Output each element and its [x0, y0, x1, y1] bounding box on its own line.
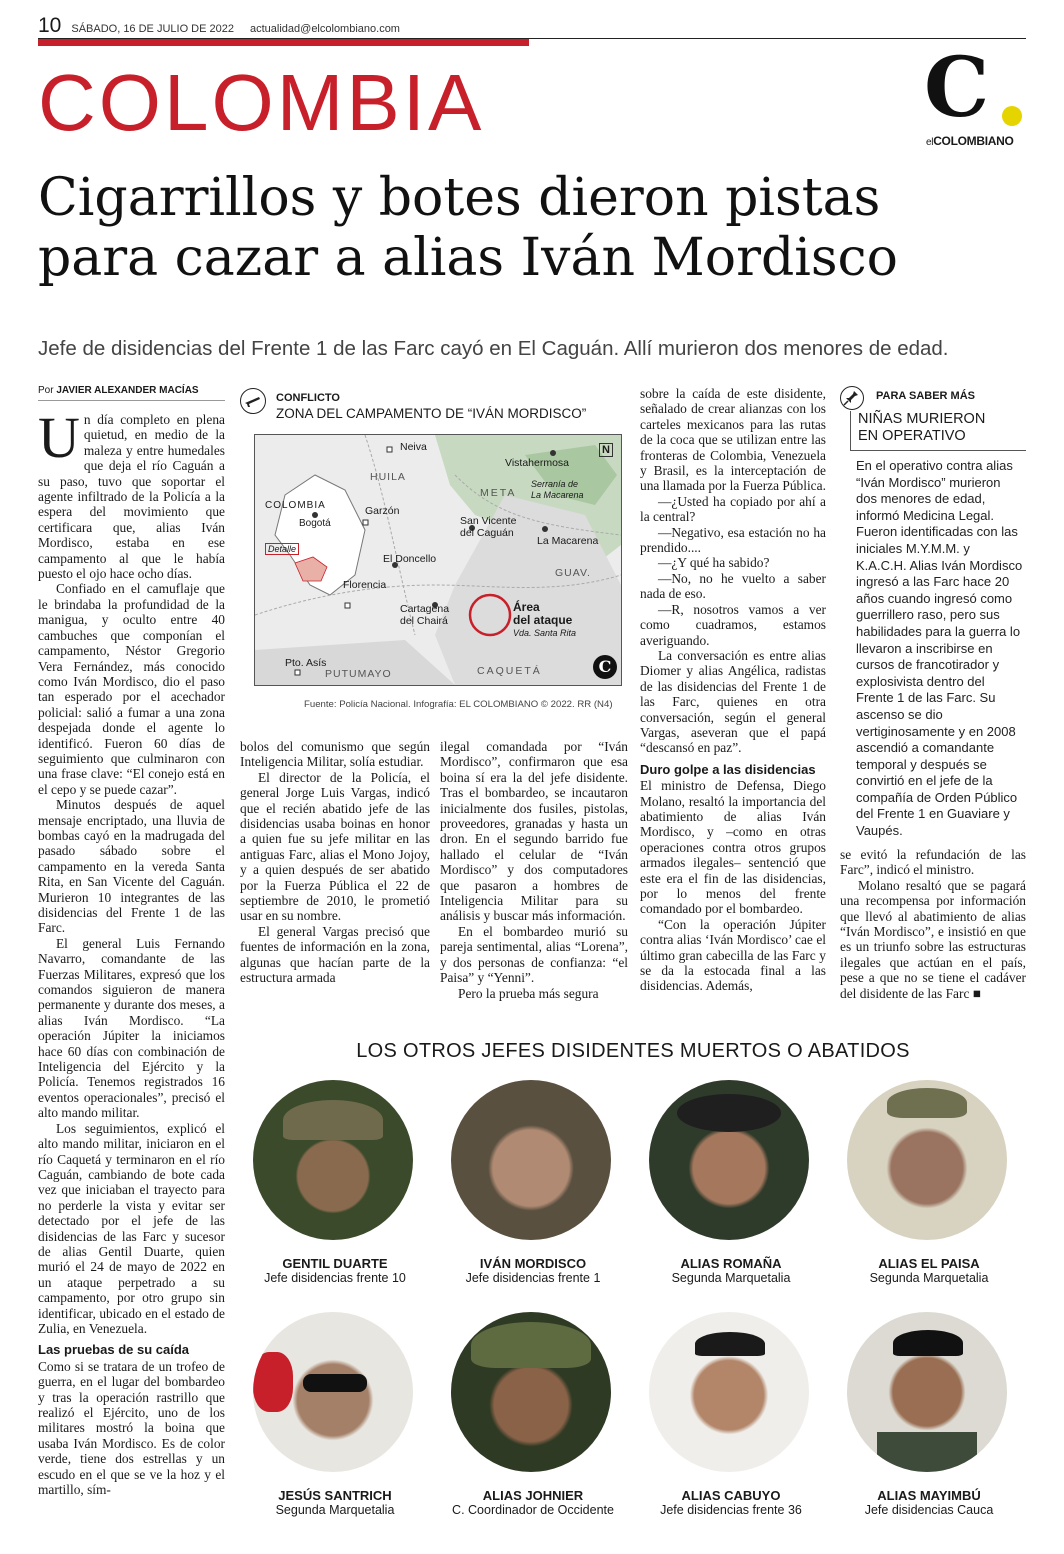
portrait-card [240, 1080, 430, 1285]
article-paragraph: Como si se tratara de un trofeo de guerra, en el lugar del bombardeo y tras la operación rastrillo que realizó el Ejército, uno de los militares mostró la boina que usaba Iván Mordisco. Es de color verde, tiene dos estrellas y un escudo en el que se ve la hoz y el martillo, sím- [38, 1358, 225, 1498]
map-region-label: HUILA [370, 471, 406, 483]
logo-letter: C [924, 40, 990, 136]
article-paragraph: sobre la caída de este disidente, señalado de crear alianzas con los carteles mexicanos para las rutas de la coca que se utilizan entre las fronteras de Colombia, Venezuela y Brasil, es la interceptación de una llamada por la Fuerza Pública. [640, 386, 826, 494]
rifle-icon [240, 388, 266, 414]
byline [38, 385, 199, 396]
article-column-5 [840, 847, 1026, 1001]
map-region-label: PUTUMAYO [325, 668, 392, 680]
portrait-role: Jefe disidencias Cauca [864, 1503, 994, 1517]
portrait-photo [649, 1080, 809, 1240]
attack-area-label: Área [513, 600, 540, 614]
portrait-name: JESÚS SANTRICH [278, 1488, 392, 1503]
sidebar-rule [850, 411, 851, 451]
article-paragraph: —¿Usted ha copiado por ahí a la central? [640, 493, 826, 525]
map-label: Vda. Santa Rita [513, 628, 577, 638]
portrait-name: ALIAS CABUYO [681, 1488, 781, 1503]
portrait-card [834, 1312, 1024, 1517]
portrait-photo [253, 1080, 413, 1240]
portrait-photo [451, 1080, 611, 1240]
map-label: del Chairá [400, 615, 448, 627]
sidebar-title [858, 411, 985, 445]
page-number: 10 [38, 14, 62, 37]
portrait-role: Segunda Marquetalia [275, 1503, 395, 1517]
sidebar-rule-bottom [850, 450, 1026, 451]
portrait-card [438, 1080, 628, 1285]
portrait-name: IVÁN MORDISCO [479, 1256, 587, 1271]
portrait-name: GENTIL DUARTE [282, 1256, 388, 1271]
article-column-4 [640, 386, 826, 994]
logo-dot-icon [1002, 106, 1022, 126]
portrait-role: Jefe disidencias frente 36 [660, 1503, 802, 1517]
article-paragraph: ilegal comandada por “Iván Mordisco”, confirmaron que esa boina sí era la del jefe disidente. Tras el bombardeo, se incautaron inicialmente dos fusiles, pistolas, proveedores, granadas y hasta un dron. En el segundo barrido fue hallado el celular de “Iván Mordisco” y dos computadores que pasaron a hombres de Inteligencia Militar para su análisis y buscar más información. [440, 739, 628, 924]
map-kicker: CONFLICTO [276, 392, 340, 404]
logo-wordmark [926, 134, 1014, 148]
article-paragraph: —No, no he vuelto a saber nada de eso. [640, 570, 826, 602]
portrait-role: Jefe disidencias frente 1 [465, 1271, 601, 1285]
byline-rule [38, 400, 225, 401]
section-title: COLOMBIA [38, 58, 485, 147]
portrait-role: Segunda Marquetalia [869, 1271, 989, 1285]
article-paragraph: se evitó la refundación de las Farc”, indicó el ministro. [840, 847, 1026, 878]
article-column-2 [240, 739, 430, 986]
article-paragraph: Los seguimientos, explicó el alto mando militar, iniciaron en el río Caquetá y terminaron en el río Caguán, cambiando de bote cada vez que iniciaban el trayecto para no perderle la vista y evitar ser detectado por el jefe de las disidencias de las Farc y sucesor de alias Gentil Duarte, quien murió el 24 de mayo de 2022 en un ataque perpetrado a su campamento, por otro grupo sin identificar, ubicado en el estado de Zulia, en Venezuela. [38, 1120, 225, 1336]
article-paragraph: —Negativo, esa estación no ha prendido.... [640, 524, 826, 556]
folio [38, 14, 400, 36]
article-subhead: Duro golpe a las disidencias [640, 761, 816, 777]
article-paragraph: Pero la prueba más segura [458, 985, 599, 1001]
map-region-label: META [480, 487, 517, 499]
article-paragraph: —R, nosotros vamos a ver como cuadramos, estamos averiguando. [640, 601, 826, 648]
article-paragraph: El general Luis Fernando Navarro, comandante de las Fuerzas Militares, expresó que los comandos siguieron de manera permanente y durante dos meses, a alias Iván Mordisco. “La operación Júpiter la iniciamos hace 60 días con combinación de Inteligencia del Ejército y la Policía. Tenemos registrados 16 eventos operacionales”, precisó el alto mando militar. [38, 935, 225, 1121]
map-logo-icon: C [593, 655, 617, 679]
map-label: La Macarena [531, 490, 584, 500]
article-paragraph: —¿Y qué ha sabido? [658, 555, 770, 571]
map-label: Pto. Asís [285, 657, 327, 669]
portrait-role: Jefe disidencias frente 10 [264, 1271, 406, 1285]
portrait-photo [253, 1312, 413, 1472]
portrait-card [438, 1312, 628, 1517]
portrait-photo [847, 1080, 1007, 1240]
map-label: Garzón [365, 505, 400, 517]
subheadline: Jefe de disidencias del Frente 1 de las Farc cayó en El Caguán. Allí murieron dos menores de edad. [38, 337, 949, 360]
page-date: SÁBADO, 16 DE JULIO DE 2022 [71, 23, 234, 35]
map-label: San Vicente [460, 515, 517, 527]
sidebar-body: En el operativo contra alias “Iván Mordisco” murieron dos menores de edad, informó Medicina Legal. Fueron identificadas con las iniciales M.Y.M.M. y K.A.C.H. Alias Iván Mordisco ingresó a las Farc hace 20 años cuando ingresó como guerrillero raso, pero sus habilidades para la guerra lo llevaron a inscribirse en cursos de francotirador y explosivista dentro del Frente 1 de las Farc. Su ascenso se dio vertiginosamente y en 2008 ascendió a comandante temporal y después se convirtió en el jefe de la compañía de Orden Público del Frente 1 en Guaviare y Vaupés. [856, 458, 1023, 839]
sidebar-kicker: PARA SABER MÁS [876, 390, 976, 402]
portrait-role: C. Coordinador de Occidente [452, 1503, 614, 1517]
map-label: Vistahermosa [505, 457, 570, 469]
section-email: actualidad@elcolombiano.com [250, 23, 400, 35]
logo-wordmark-prefix: el [926, 137, 934, 148]
logo-wordmark-brand: COLOMBIANO [933, 134, 1014, 148]
map-label: El Doncello [383, 553, 437, 565]
headline [38, 168, 1038, 288]
map-title: ZONA DEL CAMPAMENTO DE “IVÁN MORDISCO” [276, 406, 587, 421]
article-paragraph: En el bombardeo murió su pareja sentimental, alias “Lorena”, y dos personas de confianza: “el Paisa” y “Yenni”. [440, 923, 628, 986]
article-paragraph: “Con la operación Júpiter contra alias ‘Iván Mordisco’ cae el último gran cabecilla de las Farc y se da la estocada final a las disidencias. Además, [640, 916, 826, 994]
map-north-icon: N [599, 443, 613, 457]
newspaper-logo [922, 40, 1032, 148]
portrait-name: ALIAS MAYIMBÚ [877, 1488, 981, 1503]
article-paragraph: La conversación es entre alias Diomer y alias Angélica, radistas de las disidencias del Frente 1 de las Farc, quienes en otra conversación, según el general Vargas, aseveran que el papá “descansó en paz”. [640, 647, 826, 756]
map-region-label: CAQUETÁ [477, 665, 542, 677]
portrait-name: ALIAS JOHNIER [482, 1488, 584, 1503]
map-detail-label: Detalle [265, 543, 299, 555]
sidebar-title-line-2: EN OPERATIVO [858, 428, 966, 444]
portrait-card [834, 1080, 1024, 1285]
article-subhead: Las pruebas de su caída [38, 1342, 190, 1358]
sidebar-title-line-1: NIÑAS MURIERON [858, 411, 986, 427]
map-svg [255, 435, 621, 685]
pin-icon [840, 386, 864, 410]
map-label: Serranía de [531, 479, 579, 489]
portrait-photo [451, 1312, 611, 1472]
map-label: del Caguán [460, 527, 514, 539]
section-red-bar [38, 39, 529, 46]
attack-area-label: del ataque [513, 613, 573, 627]
map-label: Florencia [343, 579, 387, 591]
map-region-label: GUAV. [555, 567, 591, 579]
end-mark: ■ [972, 985, 981, 1001]
map-source: Fuente: Policía Nacional. Infografía: EL COLOMBIANO © 2022. RR (N4) [304, 699, 613, 710]
article-paragraph: Minutos después de aquel mensaje encriptado, una lluvia de bombas cayó en la madrugada del pasado sábado sobre el campamento en la vereda Santa Rita, en San Vicente del Caguán. Murieron 10 integrantes de las disidencias del Frente 1 de las Farc. [38, 797, 225, 936]
headline-line-2: para cazar a alias Iván Mordisco [38, 228, 898, 288]
article-column-3 [440, 739, 628, 1001]
byline-author: JAVIER ALEXANDER MACÍAS [56, 385, 199, 396]
article-paragraph: El general Vargas precisó que fuentes de información en la zona, algunas que hacían parte de la estructura armada [240, 923, 430, 986]
article-paragraph: Un día completo en plena quietud, en medio de la maleza y entre humedales que deja el río Caguán a su paso, tuvo que soportar el agente infiltrado de la Policía a la espera del movimiento que certificara que, alias Iván Mordisco, estaba en ese campamento al que le había puesto el ojo hace ocho días. [38, 405, 225, 582]
portrait-card [636, 1312, 826, 1517]
portrait-card [636, 1080, 826, 1285]
article-paragraph: El director de la Policía, el general Jorge Luis Vargas, indicó que el recién abatido jefe de las disidencias usaba boinas en honor a quien fue su jefe militar en las antiguas Farc, alias el Mono Jojoy, y a quien después de ser abatido por la Fuerza Pública el 22 de septiembre de 2010, le prometió usar en su nombre. [240, 769, 430, 924]
byline-prefix: Por [38, 385, 54, 396]
article-paragraph: Molano resaltó que se pagará una recompensa por información que llevó al abatimiento de alias “Iván Mordisco”, e insistió en que es un triunfo sobre las estructuras ilegales que actúan en el país, pese a que no se tiene el cadáver del disidente de las Farc ■ [840, 877, 1026, 1001]
gallery-title: LOS OTROS JEFES DISIDENTES MUERTOS O ABATIDOS [356, 1040, 910, 1062]
map-label: La Macarena [537, 535, 599, 547]
article-paragraph: Confiado en el camuflaje que le brindaba la profundidad de la manigua, y oculto entre 40 cambuches que componían el campamento, Néstor Gregorio Vera Fernández, más conocido como Iván Mordisco, dio el paso tan esperado por el acechador policial: salió a fumar a una zona despejada donde el agente lo identificó. Fueron 60 días de seguimiento que culminaron con una frase clave: “El conejo está en el cepo y se puede cazar”. [38, 581, 225, 797]
portrait-role: Segunda Marquetalia [671, 1271, 791, 1285]
article-paragraph: bolos del comunismo que según Inteligencia Militar, solía estudiar. [240, 739, 430, 770]
map-graphic [240, 388, 628, 714]
map-label: Bogotá [299, 518, 331, 529]
map-label: Neiva [400, 441, 427, 453]
portrait-gallery [240, 1080, 1040, 1550]
portrait-card [240, 1312, 430, 1517]
headline-line-1: Cigarrillos y botes dieron pistas [38, 168, 881, 228]
article-paragraph: El ministro de Defensa, Diego Molano, resaltó la importancia del abatimiento de alias Iván Mordisco, y –como en otras operaciones contra otros grupos armados ilegales– sentenció que este era el fin de las disidencias, por lo menos del frente comandado por el bombardeo. [640, 778, 826, 917]
map-frame [254, 434, 622, 686]
map-label: Cartagena [400, 603, 450, 615]
drop-cap: U [38, 405, 80, 470]
portrait-name: ALIAS ROMAÑA [680, 1256, 782, 1271]
article-column-1 [38, 405, 225, 1498]
portrait-name: ALIAS EL PAISA [878, 1256, 980, 1271]
portrait-photo [847, 1312, 1007, 1472]
portrait-photo [649, 1312, 809, 1472]
map-label: COLOMBIA [265, 500, 326, 511]
